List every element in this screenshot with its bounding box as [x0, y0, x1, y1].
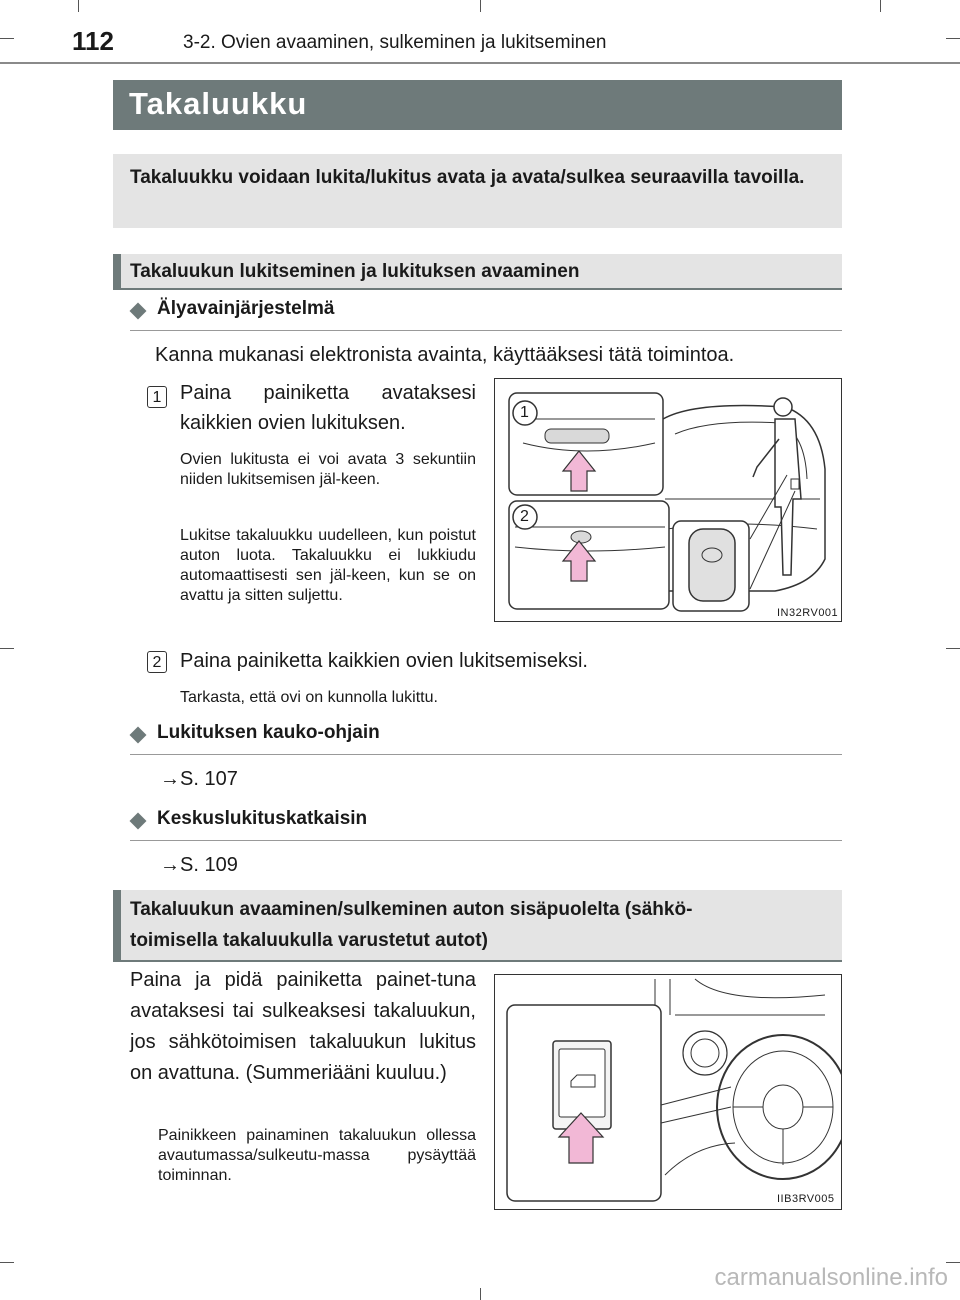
header-divider [0, 62, 960, 64]
figure-code: IIB3RV005 [777, 1193, 835, 1205]
step1-text: Paina painiketta avataksesi kaikkien ovien lukituksen. [180, 382, 476, 434]
section-heading [113, 254, 842, 290]
crop-mark [946, 648, 960, 649]
callout-1: 1 [520, 404, 529, 421]
step-number-badge: 1 [147, 386, 167, 408]
intro-box [113, 154, 842, 228]
page-reference-link[interactable]: →S. 109 [160, 854, 238, 876]
page-reference-link[interactable]: →S. 107 [160, 768, 238, 790]
step2-note: Tarkasta, että ovi on kunnolla lukittu. [180, 689, 438, 706]
section-heading-line: toimisella takaluukulla varustetut autot) [130, 930, 488, 951]
page-title: Takaluukku [129, 86, 308, 121]
subheading-label: Keskuslukituskatkaisin [157, 808, 368, 829]
intro-text: Takaluukku voidaan lukita/lukitus avata ja avata/sulkea seuraavilla tavoilla. [130, 167, 805, 188]
figure-code: IN32RV001 [777, 607, 839, 619]
watermark: carmanualsonline.info [714, 1264, 948, 1291]
crop-mark [480, 0, 481, 12]
tailgate-illustration [495, 379, 841, 621]
subheading-label: Älyavainjärjestelmä [157, 298, 335, 319]
crop-mark [880, 0, 881, 12]
callout-2: 2 [520, 508, 529, 525]
diamond-bullet-icon [130, 727, 147, 744]
figure-dashboard-button [494, 974, 842, 1210]
subheading-remote [130, 720, 842, 755]
diamond-bullet-icon [130, 303, 147, 320]
section-heading-line: Takaluukun avaaminen/sulkeminen auton sisäpuolelta (sähkö- [130, 899, 693, 920]
page-number: 112 [72, 26, 114, 56]
crop-mark [946, 38, 960, 39]
step-number-badge: 2 [147, 651, 167, 673]
step2-text: Paina painiketta kaikkien ovien lukitsemiseksi. [180, 650, 588, 672]
crop-mark [0, 648, 14, 649]
crop-mark [480, 1288, 481, 1300]
crop-mark [78, 0, 79, 12]
figure-tailgate-button [494, 378, 842, 622]
subheading-smart-key [130, 296, 842, 331]
crop-mark [0, 38, 14, 39]
crop-mark [0, 1262, 14, 1263]
section2-text: Paina ja pidä painiketta painet-tuna avataksesi tai sulkeaksesi takaluukun, jos sähkötoimisen takaluukun lukitus on avattuna. (Summeriääni kuuluu.) [130, 969, 476, 1084]
subheading-central-lock [130, 806, 842, 841]
section-heading-text: Takaluukun lukitseminen ja lukituksen avaaminen [130, 261, 580, 282]
dashboard-illustration [495, 975, 841, 1209]
smart-key-lead: Kanna mukanasi elektronista avainta, käyttääksesi tätä toimintoa. [155, 344, 735, 366]
step1-note: Ovien lukitusta ei voi avata 3 sekuntiin niiden lukitsemisen jäl-keen. [180, 451, 476, 488]
section2-note: Painikkeen painaminen takaluukun ollessa avautumassa/sulkeutu-massa pysäyttää toiminnan. [158, 1127, 476, 1184]
chapter-title: 3-2. Ovien avaaminen, sulkeminen ja lukitseminen [183, 32, 607, 53]
subheading-label: Lukituksen kauko-ohjain [157, 722, 380, 743]
crop-mark [946, 1262, 960, 1263]
page-title-bar [113, 80, 842, 130]
section-heading [113, 890, 842, 962]
diamond-bullet-icon [130, 813, 147, 830]
step1-note: Lukitse takaluukku uudelleen, kun poistut auton luota. Takaluukku ei lukkiudu automaattisesti sen jäl-keen, kun se on avattu ja sitten suljettu. [180, 527, 476, 604]
